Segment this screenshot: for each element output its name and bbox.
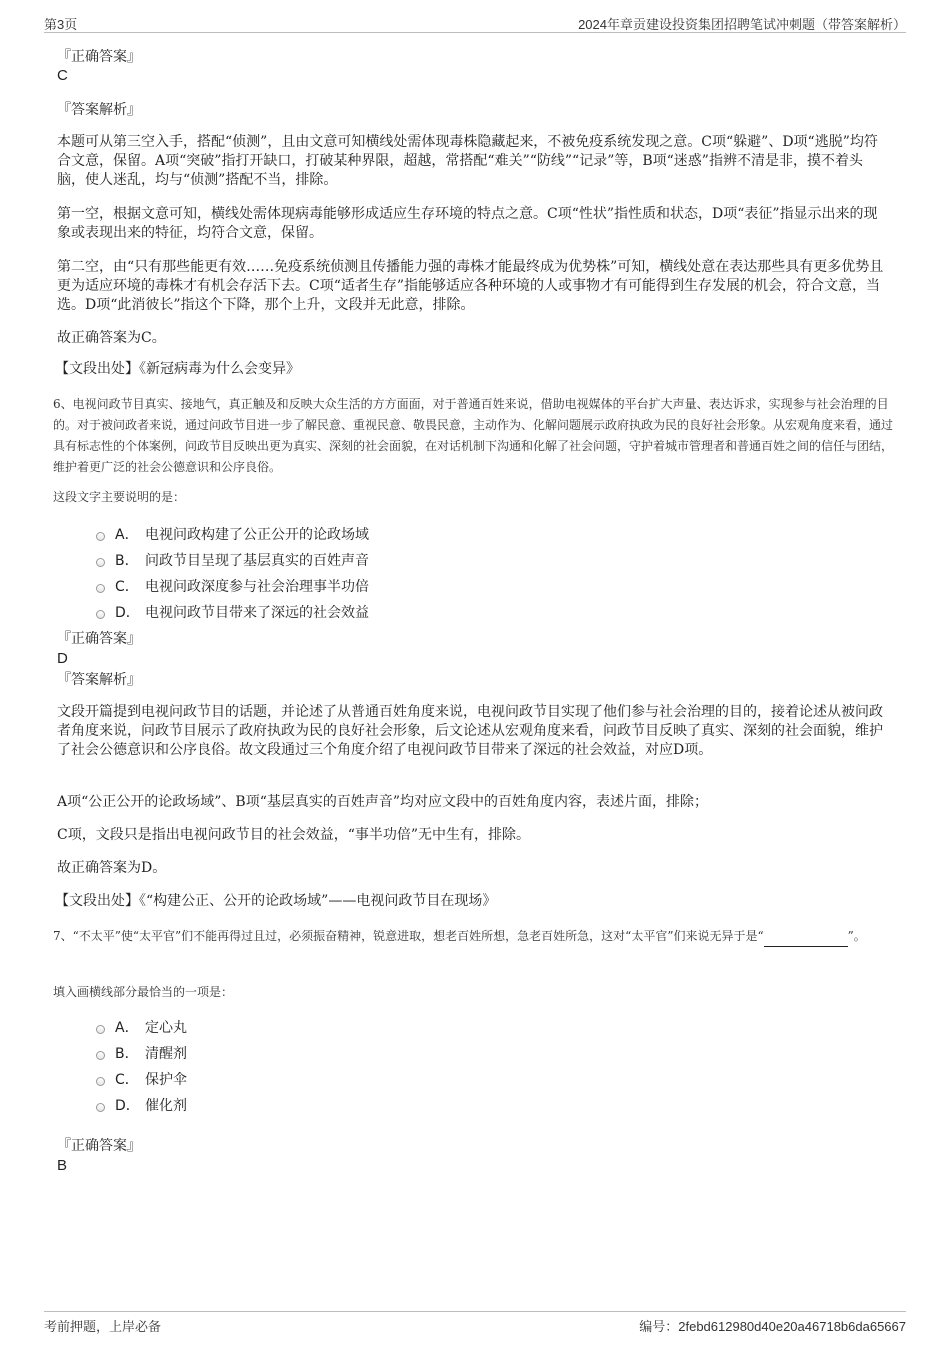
radio-icon[interactable]: [96, 1025, 105, 1034]
options-list: [96, 521, 369, 625]
radio-icon[interactable]: [96, 610, 105, 619]
radio-icon[interactable]: [96, 584, 105, 593]
correct-answer: B: [57, 1157, 68, 1174]
option-c[interactable]: C． 电视问政深度参与社会治理事半功倍: [96, 573, 369, 599]
radio-icon[interactable]: [96, 532, 105, 541]
question-stem: 6、电视问政节目真实、接地气，真正触及和反映大众生活的方方面面，对于普通百姓来说，借助电视媒体的平台扩大声量、表达诉求，实现参与社会治理的目的。对于被问政者来说，通过问政节目进一步了解民意、重视民意、敬畏民意，主动作为、化解问题展示政府执政为民的良好社会形象。从宏观角度来看，通过具有标志性的个体案例，问政节目反映出更为真实、深刻的社会面貌，在对话机制下沟通和化解了社会问题，守护着城市管理者和普通百姓之间的信任与团结，维护着更广泛的社会公德意识和公序良俗。: [53, 397, 894, 474]
footer-slogan: 考前押题，上岸必备: [44, 1319, 162, 1334]
page-number: 第3页: [44, 17, 78, 32]
analysis-paragraph: 文段开篇提到电视问政节目的话题，并论述了从普通百姓角度来说，电视问政节目实现了他们参与社会治理的目的，接着论述从被问政者角度来说，问政节目展示了政府执政为民的良好社会形象，后文论述从宏观角度来看，问政节目反映了真实、深刻的社会面貌，维护了社会公德意识和公序良俗。故文段通过三个角度介绍了电视问政节目带来了深远的社会效益，对应D项。: [57, 704, 883, 758]
document-title: 2024年章贡建设投资集团招聘笔试冲刺题（带答案解析）: [578, 17, 906, 32]
question-stem: 7、“不太平”使“太平官”们不能再得过且过，必须振奋精神，锐意进取，想老百姓所想，急老百姓所急，这对“太平官”们来说无异于是“ ”。: [53, 926, 898, 947]
document-serial: 编号：2febd612980d40e20a46718b6da65667: [639, 1319, 906, 1334]
options-list: [96, 1014, 187, 1118]
page-header: [44, 10, 906, 33]
conclusion: 故正确答案为D。: [57, 860, 167, 876]
analysis-paragraph: A项“公正公开的论政场域”、B项“基层真实的百姓声音”均对应文段中的百姓角度内容，表述片面，排除；: [57, 794, 709, 810]
option-c[interactable]: C． 保护伞: [96, 1066, 187, 1092]
fill-blank: [764, 932, 848, 947]
radio-icon[interactable]: [96, 1051, 105, 1060]
analysis-paragraph: 第二空，由“只有那些能更有效……免疫系统侦测且传播能力强的毒株才能最终成为优势株”可知，横线处意在表达那些具有更多优势且更为适应环境的毒株才有机会存活下去。C项“适者生存”指能够适应各种环境的人或事物才有可能得到生存发展的机会，符合文意，当选。D项“此消彼长”指这个下降，那个上升，文段并无此意，排除。: [57, 259, 884, 313]
question-prompt: 填入画横线部分最恰当的一项是：: [53, 985, 234, 999]
page-footer: [44, 1311, 906, 1336]
option-b[interactable]: B． 清醒剂: [96, 1040, 187, 1066]
question-prompt: 这段文字主要说明的是：: [53, 490, 186, 504]
answer-label: 『正确答案』: [57, 631, 141, 647]
answer-label: 『正确答案』: [57, 1138, 141, 1154]
option-d[interactable]: D． 催化剂: [96, 1092, 187, 1118]
radio-icon[interactable]: [96, 558, 105, 567]
radio-icon[interactable]: [96, 1077, 105, 1086]
analysis-paragraph: C项，文段只是指出电视问政节目的社会效益，“事半功倍”无中生有，排除。: [57, 827, 531, 843]
analysis-label: 『答案解析』: [57, 672, 141, 688]
correct-answer: C: [57, 67, 68, 84]
analysis-label: 『答案解析』: [57, 102, 141, 118]
option-d[interactable]: D． 电视问政节目带来了深远的社会效益: [96, 599, 369, 625]
source-citation: 【文段出处】《新冠病毒为什么会变异》: [55, 361, 300, 377]
option-a[interactable]: A． 电视问政构建了公正公开的论政场域: [96, 521, 369, 547]
correct-answer: D: [57, 650, 68, 667]
answer-label: 『正确答案』: [57, 49, 141, 65]
analysis-paragraph: 第一空，根据文意可知，横线处需体现病毒能够形成适应生存环境的特点之意。C项“性状”指性质和状态，D项“表征”指显示出来的现象或表现出来的特征，均符合文意，保留。: [57, 206, 878, 241]
radio-icon[interactable]: [96, 1103, 105, 1112]
conclusion: 故正确答案为C。: [57, 330, 166, 346]
option-a[interactable]: A． 定心丸: [96, 1014, 187, 1040]
analysis-paragraph: 本题可从第三空入手，搭配“侦测”，且由文意可知横线处需体现毒株隐藏起来，不被免疫系统发现之意。C项“躲避”、D项“逃脱”均符合文意，保留。A项“突破”指打开缺口，打破某种界限，超越，常搭配“难关”“防线”“记录”等，B项“迷惑”指辨不清是非，摸不着头脑，使人迷乱，均与“侦测”搭配不当，排除。: [57, 134, 878, 188]
source-citation: 【文段出处】《“构建公正、公开的论政场域”——电视问政节目在现场》: [55, 893, 497, 909]
option-b[interactable]: B． 问政节目呈现了基层真实的百姓声音: [96, 547, 369, 573]
